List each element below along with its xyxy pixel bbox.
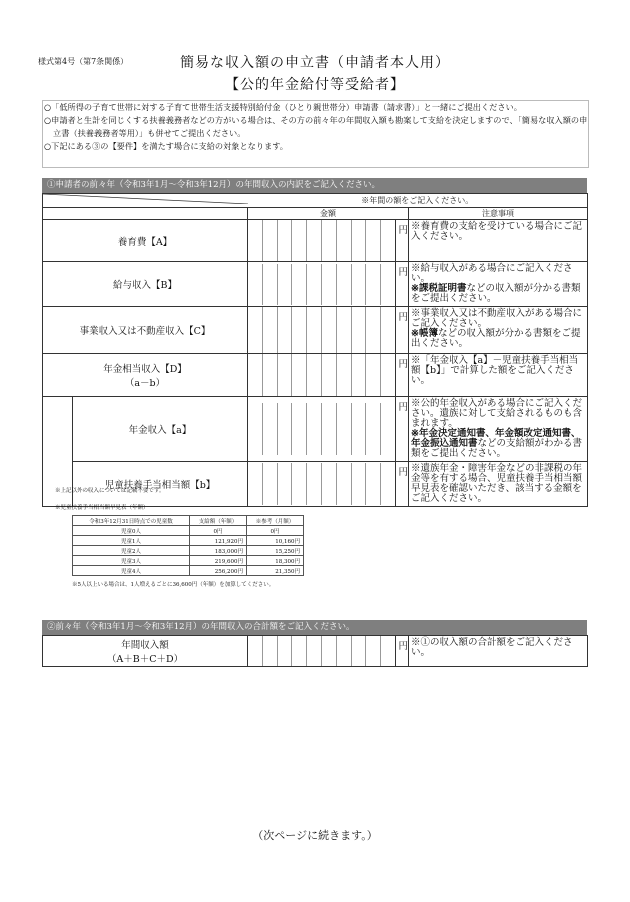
- page-title: 簡易な収入額の申立書（申請者本人用）: [180, 55, 450, 71]
- notice-item: ○「低所得の子育て世帯に対する子育て世帯生活支援特別給付金（ひとり親世帯分）申請書（請求書）」と一緒にご提出ください。: [44, 102, 522, 112]
- section1-heading: ①申請者の前々年（令和3年1月～令和3年12月）の年間収入の内訳をご記入ください。: [42, 178, 587, 193]
- row-label-pension: 年金収入【a】: [73, 397, 248, 462]
- income-breakdown-table: [42, 193, 588, 507]
- amount-input-a[interactable]: [248, 220, 396, 262]
- row-label-b: 給与収入【B】: [43, 262, 248, 307]
- note-d: ※「年金収入【a】－児童扶養手当相当額【b】」で計算した額をご記入ください。: [409, 354, 588, 397]
- notice-item: ○下記にある③の【要件】を満たす場合に支給の対象となります。: [44, 141, 288, 151]
- annual-total-table: [42, 635, 588, 667]
- notice-item: ○申請者と生計を同じくする扶養義務者などの方がいる場合は、その方の前々年の年間収入額も勘案して支給を決定しますので、「簡易な収入額の申立書（扶養義務者等用）」も併せてご提出ください。: [44, 115, 588, 138]
- yen-label: 円: [396, 397, 409, 462]
- yen-label: 円: [396, 636, 409, 667]
- diagonal-line: [43, 194, 248, 204]
- ref-header: ※参考（月額）: [247, 516, 304, 526]
- total-label: 年間収入額 （A＋B＋C＋D）: [43, 636, 248, 667]
- amount-input-child-allowance[interactable]: [248, 462, 396, 507]
- yen-label: 円: [396, 307, 409, 354]
- yen-label: 円: [396, 220, 409, 262]
- footnote-other-income: ※上記以外の収入については記載不要です。: [55, 488, 165, 494]
- ref-header: 令和3年12月31日時点での児童数: [73, 516, 190, 526]
- amount-input-c[interactable]: [248, 307, 396, 354]
- row-label-a: 養育費【A】: [43, 220, 248, 262]
- table-row: 児童0人 0円 0円: [73, 526, 304, 536]
- row-label-c: 事業収入又は不動産収入【C】: [43, 307, 248, 354]
- note-b: ※給与収入がある場合にご記入ください。 ※課税証明書などの収入額が分かる書類をご提出ください。: [409, 262, 588, 307]
- note-c: ※事業収入又は不動産収入がある場合にご記入ください。 ※帳簿などの収入額が分かる書類をご提出ください。: [409, 307, 588, 354]
- continued-footer: （次ページに続きます。）: [252, 829, 378, 842]
- child-allowance-reference-table: [72, 515, 304, 576]
- yen-label: 円: [396, 354, 409, 397]
- table-row: 児童4人 256,200円 21,350円: [73, 566, 304, 576]
- note-a: ※養育費の支給を受けている場合にご記入ください。: [409, 220, 588, 262]
- section2-heading: ②前々年（令和3年1月～令和3年12月）の年間収入の合計額をご記入ください。: [42, 620, 587, 635]
- amount-input-b[interactable]: [248, 262, 396, 307]
- annual-note: ※年間の額をご記入ください。: [248, 194, 588, 208]
- yen-label: 円: [396, 262, 409, 307]
- table-row: 児童3人 219,600円 18,300円: [73, 556, 304, 566]
- table-row: 児童1人 121,920円 10,160円: [73, 536, 304, 546]
- note-total: ※①の収入額の合計額をご記入ください。: [409, 636, 588, 667]
- amount-input-d[interactable]: [248, 354, 396, 397]
- amount-header: 金額: [248, 208, 409, 220]
- footnote-ref-table-title: ※児童扶養手当相当額早見表（年額）: [55, 505, 149, 511]
- row-label-d: 年金相当収入【D】 （a－b）: [43, 354, 248, 397]
- amount-input-total[interactable]: [248, 636, 396, 667]
- table-row: 児童2人 183,000円 15,250円: [73, 546, 304, 556]
- ref-table-footnote: ※5人以上いる場合は、1人増えるごとに36,600円（年額）を加算してください。: [72, 582, 275, 588]
- page-subtitle: 【公的年金給付等受給者】: [225, 77, 405, 93]
- note-child-allowance: ※遺族年金・障害年金などの非課税の年金等を有する場合、児童扶養手当相当額早見表を確認いただき、該当する金額をご記入ください。: [409, 462, 588, 507]
- notice-box: [42, 100, 589, 168]
- ref-header: 支給額（年額）: [190, 516, 247, 526]
- row-label-child-allowance: 児童扶養手当相当額【b】: [73, 462, 248, 507]
- amount-input-pension[interactable]: [248, 397, 396, 462]
- form-number: 様式第4号（第7条関係）: [38, 57, 129, 66]
- note-pension: ※公的年金収入がある場合にご記入ください。遺族に対して支給されるものも含まれます。 ※年金決定通知書、年金額改定通知書、年金振込通知書などの支給額がわかる書類をご提出ください。: [409, 397, 588, 462]
- notes-header: 注意事項: [409, 208, 588, 220]
- yen-label: 円: [396, 462, 409, 507]
